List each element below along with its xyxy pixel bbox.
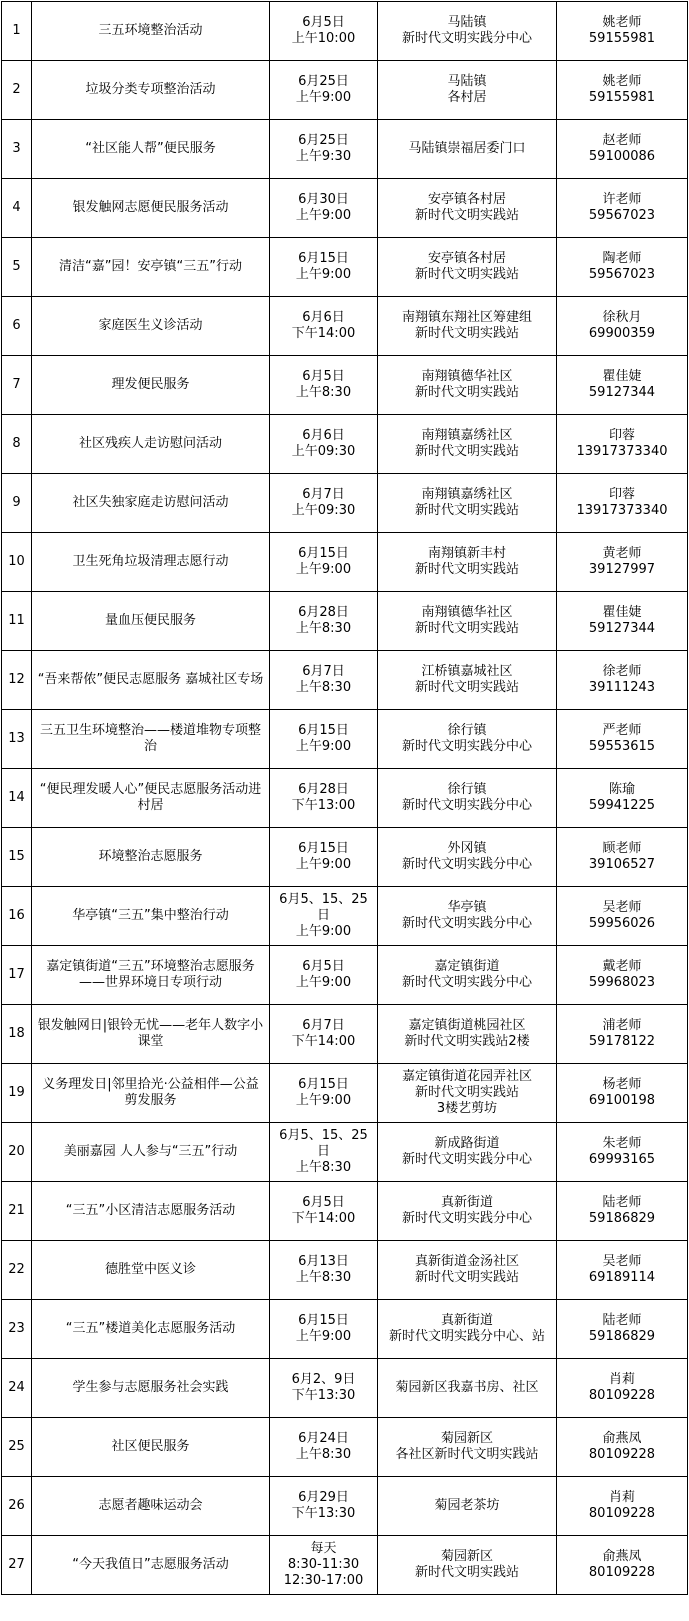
table-row	[2, 1123, 688, 1182]
activity-contact: 俞燕凤 80109228	[557, 1418, 688, 1477]
row-number: 27	[2, 1536, 32, 1595]
table-row	[2, 592, 688, 651]
activity-contact: 印蓉 13917373340	[557, 474, 688, 533]
activity-place: 外冈镇 新时代文明实践分中心	[378, 828, 557, 887]
row-number: 22	[2, 1241, 32, 1300]
table-row	[2, 120, 688, 179]
table-row	[2, 1241, 688, 1300]
row-number: 17	[2, 946, 32, 1005]
activity-name: “三五”小区清洁志愿服务活动	[32, 1182, 270, 1241]
row-number: 8	[2, 415, 32, 474]
activity-time: 6月15日 上午9:00	[270, 238, 378, 297]
activity-time: 6月5日 上午10:00	[270, 2, 378, 61]
row-number: 18	[2, 1005, 32, 1064]
activity-place: 菊园新区 各社区新时代文明实践站	[378, 1418, 557, 1477]
activity-time: 6月15日 上午9:00	[270, 533, 378, 592]
table-row	[2, 769, 688, 828]
activity-time: 6月30日 上午9:00	[270, 179, 378, 238]
activity-contact: 顾老师 39106527	[557, 828, 688, 887]
activity-contact: 许老师 59567023	[557, 179, 688, 238]
row-number: 9	[2, 474, 32, 533]
activity-name: 三五环境整治活动	[32, 2, 270, 61]
row-number: 13	[2, 710, 32, 769]
table-row	[2, 2, 688, 61]
table-row	[2, 946, 688, 1005]
activity-place: 徐行镇 新时代文明实践分中心	[378, 769, 557, 828]
activity-place: 马陆镇 各村居	[378, 61, 557, 120]
activity-time: 6月15日 上午9:00	[270, 1064, 378, 1123]
activity-name: “今天我值日”志愿服务活动	[32, 1536, 270, 1595]
activity-contact: 严老师 59553615	[557, 710, 688, 769]
row-number: 15	[2, 828, 32, 887]
row-number: 26	[2, 1477, 32, 1536]
activity-name: “吾来帮侬”便民志愿服务 嘉城社区专场	[32, 651, 270, 710]
activity-contact: 陶老师 59567023	[557, 238, 688, 297]
activity-time: 6月7日 下午14:00	[270, 1005, 378, 1064]
table-row	[2, 533, 688, 592]
activity-time: 6月15日 上午9:00	[270, 710, 378, 769]
activity-place: 安亭镇各村居 新时代文明实践站	[378, 179, 557, 238]
activity-name: 量血压便民服务	[32, 592, 270, 651]
activity-contact: 陆老师 59186829	[557, 1300, 688, 1359]
activity-contact: 吴老师 59956026	[557, 887, 688, 946]
activity-contact: 印蓉 13917373340	[557, 415, 688, 474]
activity-time: 6月29日 下午13:30	[270, 1477, 378, 1536]
activity-name: 嘉定镇街道“三五”环境整治志愿服务——世界环境日专项行动	[32, 946, 270, 1005]
row-number: 5	[2, 238, 32, 297]
activity-time: 6月2、9日 下午13:30	[270, 1359, 378, 1418]
activity-place: 菊园新区 新时代文明实践站	[378, 1536, 557, 1595]
row-number: 4	[2, 179, 32, 238]
table-row	[2, 474, 688, 533]
activity-time: 6月25日 上午9:30	[270, 120, 378, 179]
table-row	[2, 179, 688, 238]
table-row	[2, 887, 688, 946]
activity-place: 江桥镇嘉城社区 新时代文明实践站	[378, 651, 557, 710]
activity-name: 志愿者趣味运动会	[32, 1477, 270, 1536]
activity-place: 徐行镇 新时代文明实践分中心	[378, 710, 557, 769]
activity-place: 南翔镇嘉绣社区 新时代文明实践站	[378, 474, 557, 533]
activity-time: 6月5日 上午9:00	[270, 946, 378, 1005]
table-row	[2, 828, 688, 887]
schedule-body	[2, 2, 688, 1595]
row-number: 10	[2, 533, 32, 592]
activity-contact: 陆老师 59186829	[557, 1182, 688, 1241]
activity-place: 安亭镇各村居 新时代文明实践站	[378, 238, 557, 297]
table-row	[2, 1182, 688, 1241]
table-row	[2, 61, 688, 120]
row-number: 16	[2, 887, 32, 946]
activity-place: 真新街道金汤社区 新时代文明实践站	[378, 1241, 557, 1300]
activity-place: 华亭镇 新时代文明实践分中心	[378, 887, 557, 946]
activity-place: 南翔镇新丰村 新时代文明实践站	[378, 533, 557, 592]
activity-place: 南翔镇嘉绣社区 新时代文明实践站	[378, 415, 557, 474]
activity-contact: 黄老师 39127997	[557, 533, 688, 592]
row-number: 23	[2, 1300, 32, 1359]
activity-name: 卫生死角垃圾清理志愿行动	[32, 533, 270, 592]
activity-time: 6月5日 下午14:00	[270, 1182, 378, 1241]
activity-name: 清洁“嘉”园！安亭镇“三五”行动	[32, 238, 270, 297]
activity-time: 6月15日 上午9:00	[270, 828, 378, 887]
row-number: 7	[2, 356, 32, 415]
activity-name: 环境整治志愿服务	[32, 828, 270, 887]
activity-place: 马陆镇崇福居委门口	[378, 120, 557, 179]
activity-contact: 姚老师 59155981	[557, 2, 688, 61]
activity-time: 6月15日 上午9:00	[270, 1300, 378, 1359]
row-number: 24	[2, 1359, 32, 1418]
row-number: 14	[2, 769, 32, 828]
table-row	[2, 1418, 688, 1477]
activity-time: 6月24日 上午8:30	[270, 1418, 378, 1477]
activity-place: 嘉定镇街道花园弄社区 新时代文明实践站 3楼艺剪坊	[378, 1064, 557, 1123]
activity-place: 马陆镇 新时代文明实践分中心	[378, 2, 557, 61]
activity-contact: 陈瑜 59941225	[557, 769, 688, 828]
activity-time: 6月28日 上午8:30	[270, 592, 378, 651]
activity-name: “社区能人帮”便民服务	[32, 120, 270, 179]
activity-contact: 肖莉 80109228	[557, 1359, 688, 1418]
activity-contact: 杨老师 69100198	[557, 1064, 688, 1123]
activity-name: 垃圾分类专项整治活动	[32, 61, 270, 120]
table-row	[2, 710, 688, 769]
activity-time: 6月7日 上午8:30	[270, 651, 378, 710]
activity-name: 银发触网日|银铃无忧——老年人数字小课堂	[32, 1005, 270, 1064]
activity-place: 嘉定镇街道桃园社区 新时代文明实践站2楼	[378, 1005, 557, 1064]
activity-name: 华亭镇“三五”集中整治行动	[32, 887, 270, 946]
activity-place: 新成路街道 新时代文明实践分中心	[378, 1123, 557, 1182]
activity-name: 社区失独家庭走访慰问活动	[32, 474, 270, 533]
activity-contact: 姚老师 59155981	[557, 61, 688, 120]
row-number: 1	[2, 2, 32, 61]
activity-time: 6月6日 上午09:30	[270, 415, 378, 474]
activity-contact: 戴老师 59968023	[557, 946, 688, 1005]
activity-place: 嘉定镇街道 新时代文明实践分中心	[378, 946, 557, 1005]
activity-contact: 吴老师 69189114	[557, 1241, 688, 1300]
activity-contact: 瞿佳婕 59127344	[557, 592, 688, 651]
activity-time: 6月7日 上午09:30	[270, 474, 378, 533]
table-row	[2, 651, 688, 710]
activity-time: 每天 8:30-11:30 12:30-17:00	[270, 1536, 378, 1595]
table-row	[2, 356, 688, 415]
activity-time: 6月5日 上午8:30	[270, 356, 378, 415]
activity-place: 真新街道 新时代文明实践分中心、站	[378, 1300, 557, 1359]
activity-contact: 赵老师 59100086	[557, 120, 688, 179]
table-row	[2, 1359, 688, 1418]
row-number: 3	[2, 120, 32, 179]
activity-name: 三五卫生环境整治——楼道堆物专项整治	[32, 710, 270, 769]
table-row	[2, 1300, 688, 1359]
row-number: 21	[2, 1182, 32, 1241]
activity-place: 菊园新区我嘉书房、社区	[378, 1359, 557, 1418]
activity-contact: 浦老师 59178122	[557, 1005, 688, 1064]
activity-contact: 肖莉 80109228	[557, 1477, 688, 1536]
activity-name: 社区残疾人走访慰问活动	[32, 415, 270, 474]
activity-contact: 俞燕凤 80109228	[557, 1536, 688, 1595]
activity-name: “三五”楼道美化志愿服务活动	[32, 1300, 270, 1359]
activity-place: 菊园老茶坊	[378, 1477, 557, 1536]
activity-place: 南翔镇东翔社区筹建组 新时代文明实践站	[378, 297, 557, 356]
activity-name: 家庭医生义诊活动	[32, 297, 270, 356]
activity-name: 义务理发日|邻里拾光·公益相伴—公益剪发服务	[32, 1064, 270, 1123]
activity-contact: 朱老师 69993165	[557, 1123, 688, 1182]
activity-place: 真新街道 新时代文明实践分中心	[378, 1182, 557, 1241]
activity-name: “便民理发暖人心”便民志愿服务活动进村居	[32, 769, 270, 828]
table-row	[2, 1536, 688, 1595]
row-number: 12	[2, 651, 32, 710]
table-row	[2, 1005, 688, 1064]
activity-time: 6月25日 上午9:00	[270, 61, 378, 120]
table-row	[2, 1477, 688, 1536]
activity-time: 6月13日 上午8:30	[270, 1241, 378, 1300]
activity-name: 社区便民服务	[32, 1418, 270, 1477]
row-number: 11	[2, 592, 32, 651]
activity-name: 德胜堂中医义诊	[32, 1241, 270, 1300]
table-row	[2, 238, 688, 297]
activity-place: 南翔镇德华社区 新时代文明实践站	[378, 592, 557, 651]
row-number: 2	[2, 61, 32, 120]
activity-name: 理发便民服务	[32, 356, 270, 415]
row-number: 6	[2, 297, 32, 356]
activity-contact: 瞿佳婕 59127344	[557, 356, 688, 415]
row-number: 25	[2, 1418, 32, 1477]
activity-place: 南翔镇德华社区 新时代文明实践站	[378, 356, 557, 415]
table-row	[2, 1064, 688, 1123]
activity-name: 银发触网志愿便民服务活动	[32, 179, 270, 238]
activity-time: 6月6日 下午14:00	[270, 297, 378, 356]
table-row	[2, 297, 688, 356]
row-number: 19	[2, 1064, 32, 1123]
activity-time: 6月5、15、25日 上午8:30	[270, 1123, 378, 1182]
activity-schedule-table	[1, 1, 688, 1595]
activity-time: 6月28日 下午13:00	[270, 769, 378, 828]
activity-name: 学生参与志愿服务社会实践	[32, 1359, 270, 1418]
row-number: 20	[2, 1123, 32, 1182]
table-row	[2, 415, 688, 474]
activity-name: 美丽嘉园 人人参与“三五”行动	[32, 1123, 270, 1182]
activity-contact: 徐老师 39111243	[557, 651, 688, 710]
activity-time: 6月5、15、25日 上午9:00	[270, 887, 378, 946]
activity-contact: 徐秋月 69900359	[557, 297, 688, 356]
